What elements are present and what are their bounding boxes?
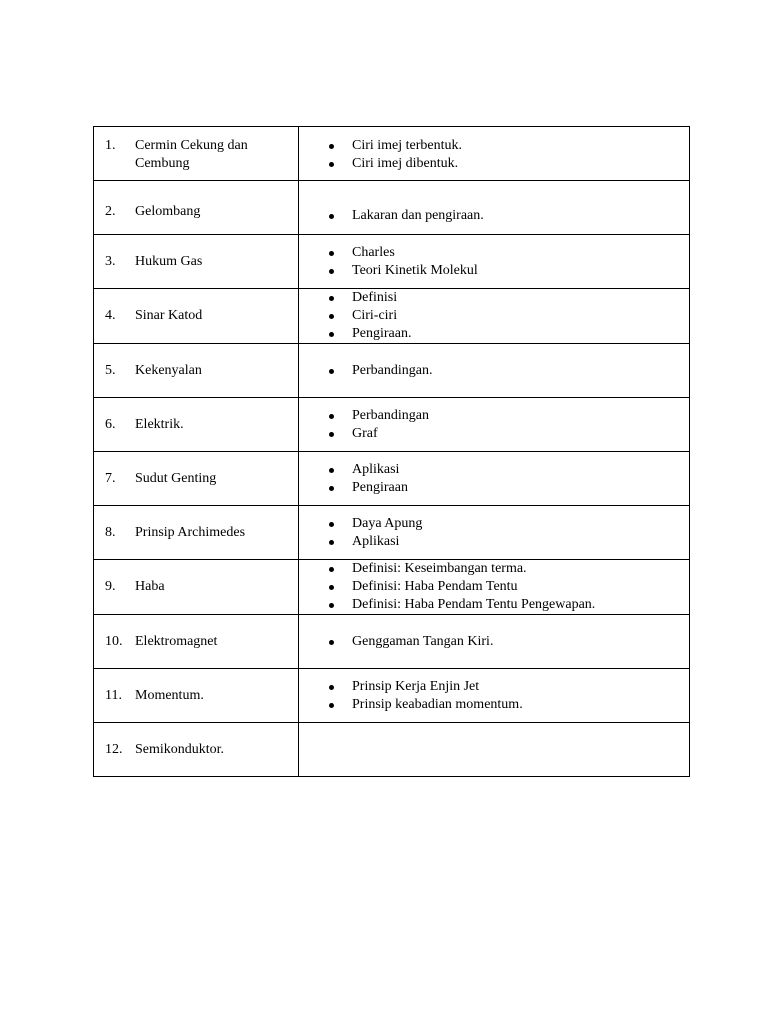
- bullet-item: Definisi: Keseimbangan terma.: [329, 560, 683, 578]
- bullet-item: Definisi: Haba Pendam Tentu: [329, 578, 683, 596]
- bullet-item: Perbandingan.: [329, 362, 683, 380]
- bullet-list: [299, 461, 689, 497]
- topic-name: Elektromagnet: [135, 633, 218, 649]
- topic-name: Sudut Genting: [135, 470, 217, 486]
- topic-cell: [94, 452, 299, 506]
- notes-cell: [299, 127, 690, 181]
- bullet-item: Charles: [329, 244, 683, 262]
- topic-cell: [94, 723, 299, 777]
- bullet-item: Ciri imej dibentuk.: [329, 155, 683, 173]
- row-number: 5.: [105, 362, 116, 378]
- bullet-list: [299, 407, 689, 443]
- notes-cell: [299, 181, 690, 235]
- bullet-item: Prinsip keabadian momentum.: [329, 696, 683, 714]
- table-row: [94, 669, 690, 723]
- table-row: [94, 289, 690, 344]
- topic-cell: [94, 289, 299, 344]
- row-number: 10.: [105, 633, 123, 649]
- topic-name: Prinsip Archimedes: [135, 524, 246, 540]
- topic-name: Momentum.: [135, 687, 204, 703]
- topic-cell: [94, 344, 299, 398]
- table-row: [94, 560, 690, 615]
- notes-cell: [299, 615, 690, 669]
- bullet-item: Aplikasi: [329, 533, 683, 551]
- topic-name: Hukum Gas: [135, 253, 203, 269]
- table-row: [94, 506, 690, 560]
- topics-table: [93, 126, 690, 777]
- bullet-item: Teori Kinetik Molekul: [329, 262, 683, 280]
- bullet-item: Aplikasi: [329, 461, 683, 479]
- row-number: 4.: [105, 308, 116, 323]
- bullet-item: Prinsip Kerja Enjin Jet: [329, 678, 683, 696]
- row-number: 7.: [105, 470, 116, 486]
- bullet-item: Pengiraan.: [329, 325, 683, 343]
- notes-cell: [299, 669, 690, 723]
- notes-cell: [299, 506, 690, 560]
- bullet-list: [299, 560, 689, 614]
- row-number: 8.: [105, 524, 116, 540]
- bullet-item: Definisi: [329, 289, 683, 307]
- topic-name: Cermin Cekung dan Cembung: [135, 137, 248, 171]
- bullet-list: [299, 515, 689, 551]
- row-number: 6.: [105, 416, 116, 432]
- bullet-item: Definisi: Haba Pendam Tentu Pengewapan.: [329, 596, 683, 614]
- topic-cell: [94, 669, 299, 723]
- topic-cell: [94, 398, 299, 452]
- topic-name: Elektrik.: [135, 416, 184, 432]
- row-number: 1.: [105, 137, 116, 153]
- topic-name: Gelombang: [135, 204, 201, 219]
- topic-name: Kekenyalan: [135, 362, 202, 378]
- topic-name: Sinar Katod: [135, 308, 203, 323]
- row-number: 3.: [105, 253, 116, 269]
- table-row: [94, 452, 690, 506]
- bullet-list: [299, 135, 689, 173]
- bullet-list: [299, 362, 689, 380]
- bullet-list: [299, 678, 689, 714]
- row-number: 2.: [105, 204, 116, 219]
- notes-cell: [299, 560, 690, 615]
- bullet-item: Pengiraan: [329, 479, 683, 497]
- topic-cell: [94, 560, 299, 615]
- topic-cell: [94, 506, 299, 560]
- row-number: 12.: [105, 741, 123, 757]
- topic-cell: [94, 235, 299, 289]
- bullet-list: [299, 244, 689, 280]
- table-row: [94, 127, 690, 181]
- table-row: [94, 235, 690, 289]
- notes-cell: [299, 398, 690, 452]
- notes-cell: [299, 289, 690, 344]
- topic-cell: [94, 127, 299, 181]
- bullet-item: Graf: [329, 425, 683, 443]
- notes-cell: [299, 452, 690, 506]
- topic-name: Haba: [135, 579, 165, 594]
- bullet-item: Daya Apung: [329, 515, 683, 533]
- bullet-list: [299, 190, 689, 225]
- notes-cell: [299, 723, 690, 777]
- bullet-item: Lakaran dan pengiraan.: [329, 207, 683, 225]
- topic-name: Semikonduktor.: [135, 741, 225, 757]
- table-row: [94, 615, 690, 669]
- row-number: 11.: [105, 687, 122, 703]
- table-row: [94, 723, 690, 777]
- topic-cell: [94, 615, 299, 669]
- table-row: [94, 398, 690, 452]
- table-row: [94, 181, 690, 235]
- bullet-item: Ciri imej terbentuk.: [329, 137, 683, 155]
- bullet-list: [299, 633, 689, 651]
- bullet-item: Ciri-ciri: [329, 307, 683, 325]
- row-number: 9.: [105, 579, 116, 594]
- bullet-list: [299, 289, 689, 343]
- bullet-item: Perbandingan: [329, 407, 683, 425]
- notes-cell: [299, 235, 690, 289]
- topic-cell: [94, 181, 299, 235]
- notes-cell: [299, 344, 690, 398]
- table-row: [94, 344, 690, 398]
- bullet-item: Genggaman Tangan Kiri.: [329, 633, 683, 651]
